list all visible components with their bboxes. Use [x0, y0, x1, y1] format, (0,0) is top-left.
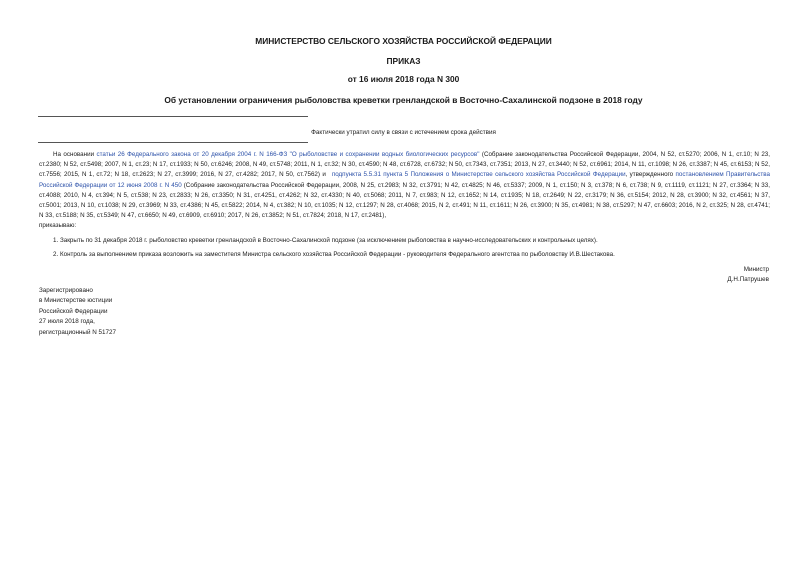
order-word: приказываю:	[39, 222, 77, 230]
registration-line-3: Российской Федерации	[39, 307, 108, 315]
registration-block	[39, 286, 116, 338]
document-type: ПРИКАЗ	[386, 56, 421, 66]
preamble-paragraph	[39, 150, 770, 221]
divider-bottom	[38, 142, 308, 143]
signature-block	[569, 265, 769, 284]
divider-top	[38, 116, 308, 117]
order-item-1: 1. Закрыть по 31 декабря 2018 г. рыболовство креветки гренландской в Восточно-Сахалинской подзоне (за исключением рыболовства в научно-исследовательских и контрольных целях).	[53, 236, 598, 244]
link-ministry-regulation-subclause[interactable]: подпункта 5.5.31 пункта 5 Положения о Министерстве сельского хозяйства Российской Федерации	[331, 171, 626, 179]
preamble-text-2: (Собрание законодательства Российской Федерации, 2004, N 52, ст.5270; 2006, N 1, ст.10; N 23, ст.2380; N 52, ст.5498; 2007, N 1, ст.23; N 17, ст.1933; N 50, ст.6246; 2008, N 49, ст.5748; 2011, N 1, ст.32; N 30, ст.4590; N 48, ст.6728, ст.6732; N 50, ст.7343, ст.7351; 2013, N 27, ст.3440; N 52, ст.6961; 2014, N 11, ст.1098; N 26, ст.3387; N 45, ст.6153; N 52, ст.7556; 2015, N 1, ст.72; N 18, ст.2623; N 27, ст.3999; 2016, N 27, ст.4282; 2017, N 50, ст.7562) и	[39, 151, 771, 179]
document-date-number: от 16 июля 2018 года N 300	[347, 74, 460, 84]
registration-line-1: Зарегистрировано	[39, 287, 93, 294]
link-government-resolution-450[interactable]: постановлением Правительства Российской Федерации от 12 июня 2008 г. N 450	[39, 171, 770, 189]
link-federal-law-article-26[interactable]: статьи 26 Федерального закона от 20 декабря 2004 г. N 166-ФЗ "О рыболовстве и сохранении водных биологических ресурсов"	[96, 151, 480, 158]
preamble-text-1: На основании	[53, 151, 97, 158]
registration-line-4: 27 июля 2018 года,	[39, 318, 95, 326]
order-item-2: 2. Контроль за выполнением приказа возложить на заместителя Министра сельского хозяйства Российской Федерации - руководителя Федерального агентства по рыболовству И.В.Шестакова.	[53, 250, 615, 258]
preamble-text-3: , утвержденного	[625, 171, 676, 179]
ministry-name: МИНИСТЕРСТВО СЕЛЬСКОГО ХОЗЯЙСТВА РОССИЙСКОЙ ФЕДЕРАЦИИ	[255, 36, 552, 46]
document-subject: Об установлении ограничения рыболовства креветки гренландской в Восточно-Сахалинской подзоне в 2018 году	[164, 95, 643, 105]
signatory-name: Д.Н.Патрушев	[727, 275, 769, 283]
registration-line-5: регистрационный N 51727	[39, 328, 117, 336]
document-body	[39, 150, 770, 260]
signatory-position: Министр	[743, 266, 769, 273]
status-note: Фактически утратил силу в связи с истечением срока действия	[311, 129, 496, 136]
preamble-text-4: (Собрание законодательства Российской Федерации, 2008, N 25, ст.2983; N 32, ст.3791; N 42, ст.4825; N 46, ст.5337; 2009, N 1, ст.150; N 3, ст.378; N 6, ст.738; N 9, ст.1119, ст.1121; N 27, ст.3364; N 33, ст.4088; 2010, N 4, ст.394; N 5, ст.538; N 23, ст.2833; N 26, ст.3350; N 31, ст.4251, ст.4262; N 32, ст.4330; N 40, ст.5068; 2011, N 7, ст.983; N 12, ст.1652; N 14, ст.1935; N 18, ст.2649; N 22, ст.3179; N 36, ст.5154; 2012, N 28, ст.3900; N 32, ст.4561; N 37, ст.5001; 2013, N 10, ст.1038; N 29, ст.3969; N 33, ст.4386; N 45, ст.5822; 2014, N 4, ст.382; N 10, ст.1035; N 12, ст.1297; N 28, ст.4068; 2015, N 2, ст.491; N 11, ст.1611; N 26, ст.3900; N 35, ст.4981; N 38, ст.5297; N 47, ст.6603; 2016, N 2, ст.325; N 28, ст.4741; N 33, ст.5188; N 35, ст.5349; N 47, ст.6650; N 49, ст.6909, ст.6910; 2017, N 26, ст.3852; N 51, ст.7824; 2018, N 17, ст.2481),	[39, 181, 770, 220]
registration-line-2: в Министерстве юстиции	[39, 297, 113, 305]
